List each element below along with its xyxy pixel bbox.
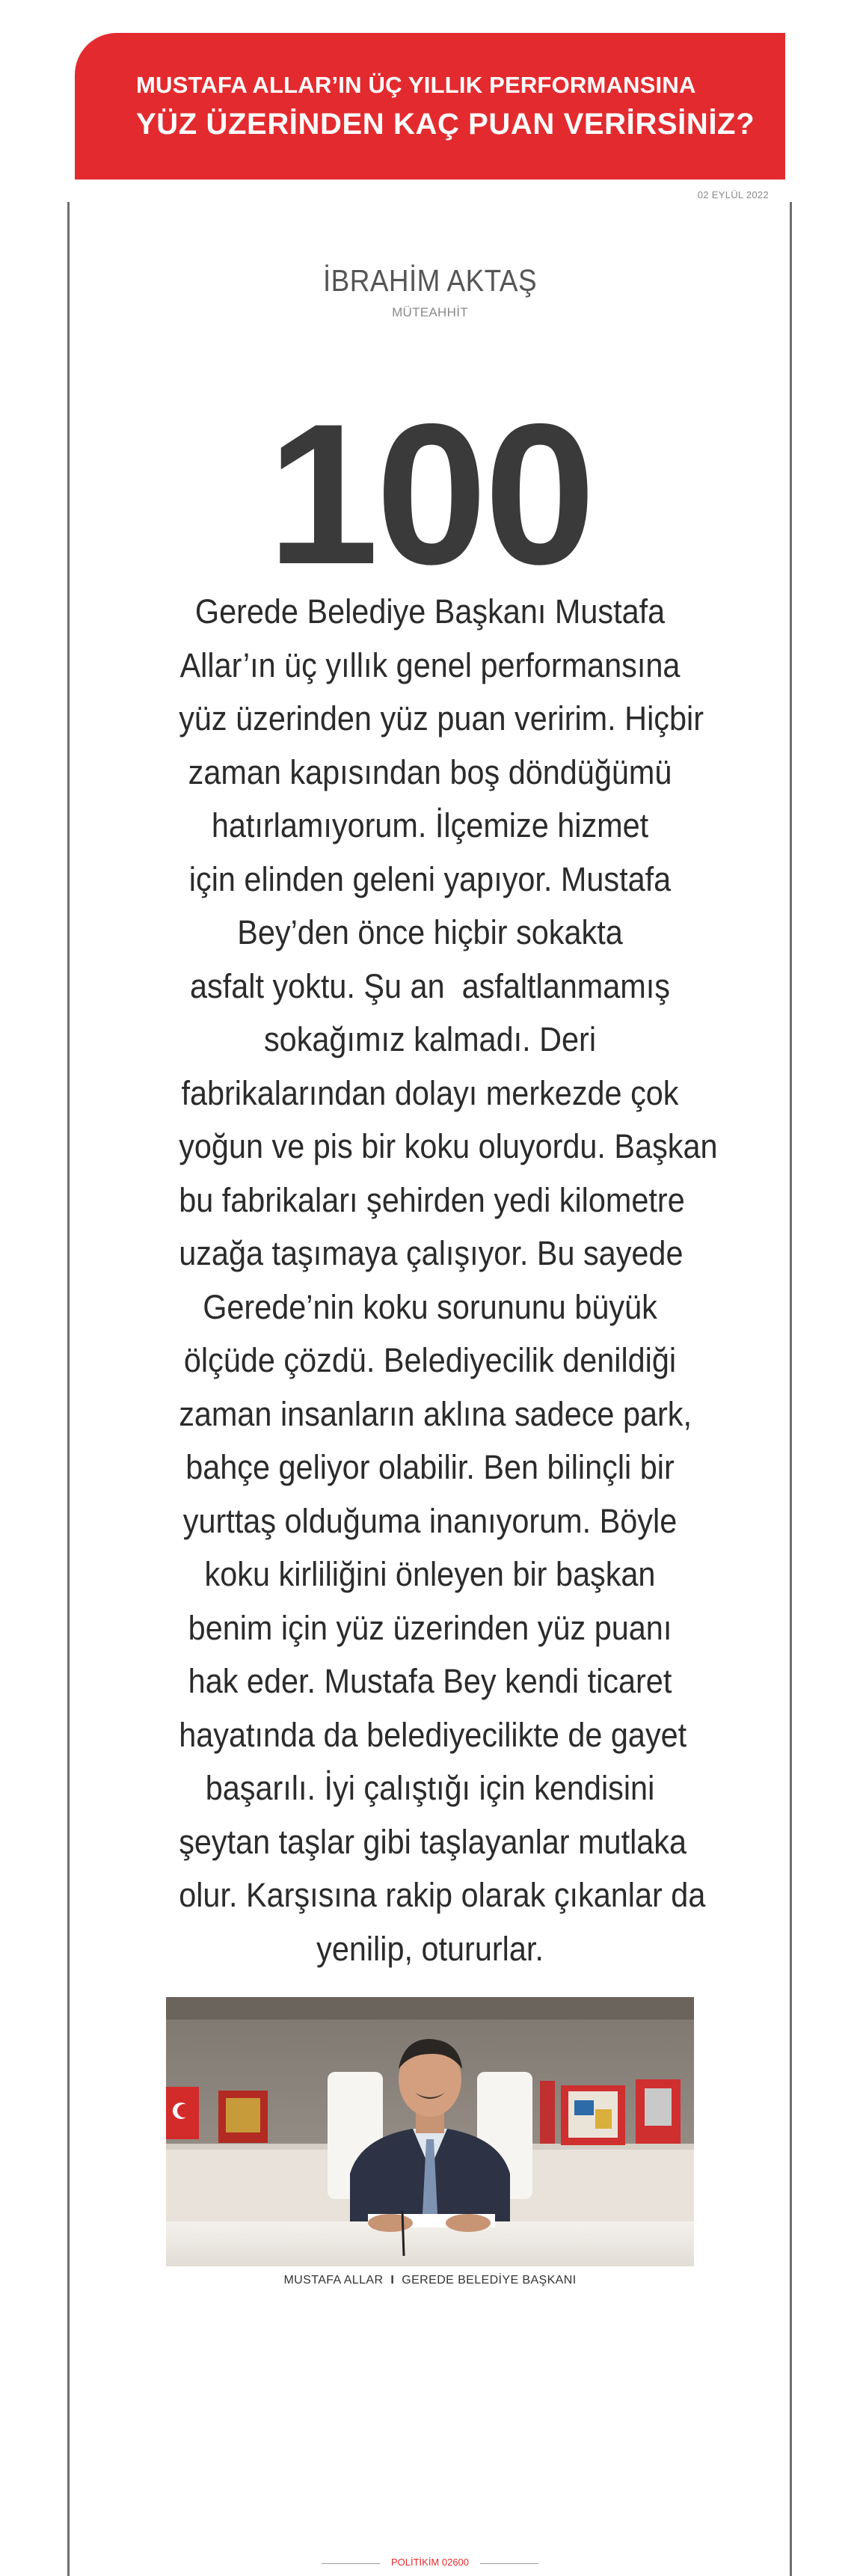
respondent-title: MÜTEAHHİT [392, 305, 468, 319]
portrait-photo [166, 1997, 694, 2266]
quote-line: koku kirliliğini önleyen bir başkan [204, 1555, 656, 1593]
quote-line: şeytan taşlar gibi taşlayanlar mutlaka [179, 1822, 687, 1861]
quote-line: uzağa taşımaya çalışıyor. Bu sayede [179, 1234, 684, 1272]
caption-name: MUSTAFA ALLAR [283, 2274, 384, 2287]
quote-line: Bey’den önce hiçbir sokakta [237, 913, 623, 951]
headline-line-1: MUSTAFA ALLAR’IN ÜÇ YILLIK PERFORMANSINA [136, 72, 696, 98]
quote-line: başarılı. İyi çalıştığı için kendisini [205, 1769, 655, 1807]
photo-caption [0, 2274, 860, 2287]
quote-line: zaman insanların aklına sadece park, [179, 1394, 692, 1433]
caption-role: GEREDE BELEDİYE BAŞKANI [402, 2274, 577, 2287]
footer-rule-right [480, 2563, 538, 2564]
quote-line: Gerede’nin koku sorununu büyük [203, 1287, 657, 1326]
quote-line: sokağımız kalmadı. Deri [263, 1020, 597, 1058]
headline-line-2: YÜZ ÜZERİNDEN KAÇ PUAN VERİRSİNİZ? [136, 108, 755, 141]
quote-line: Gerede Belediye Başkanı Mustafa [194, 592, 666, 631]
quote-line: yoğun ve pis bir koku oluyordu. Başkan [179, 1127, 718, 1165]
quote-line: ölçüde çözdü. Belediyecilik denildiği [183, 1341, 677, 1379]
quote-line: bahçe geliyor olabilir. Ben bilinçli bir [185, 1448, 675, 1486]
quote-line: bu fabrikaları şehirden yedi kilometre [179, 1180, 685, 1219]
page-footer: POLİTİKİM 02600 [390, 2557, 470, 2568]
caption-separator: I [390, 2274, 395, 2287]
quote-line: yüz üzerinden yüz puan veririm. Hiçbir [179, 699, 704, 737]
quote-line: yurttaş olduğuma inanıyorum. Böyle [182, 1501, 678, 1540]
score-value: 100 [267, 381, 593, 606]
publish-date: 02 EYLÜL 2022 [697, 189, 769, 200]
quote-line: zaman kapısından boş döndüğümü [188, 752, 672, 791]
quote-text [179, 585, 718, 1975]
quote-line: hak eder. Mustafa Bey kendi ticaret [188, 1662, 672, 1700]
quote-line: hatırlamıyorum. İlçemize hizmet [211, 806, 649, 844]
quote-line: benim için yüz üzerinden yüz puanı [188, 1608, 672, 1647]
quote-line: fabrikalarından dolayı merkezde çok [181, 1073, 679, 1112]
quote-line: Allar’ın üç yıllık genel performansına [179, 645, 681, 684]
quote-line: asfalt yoktu. Şu an asfaltlanmamış [189, 966, 671, 1005]
quote-line: hayatında da belediyecilikte de gayet [179, 1715, 687, 1754]
headline-banner [75, 33, 785, 180]
quote-line: için elinden geleni yapıyor. Mustafa [188, 859, 672, 898]
quote-line: olur. Karşısına rakip olarak çıkanlar da [179, 1876, 706, 1914]
respondent-name: İBRAHİM AKTAŞ [322, 263, 538, 298]
quote-line: yenilip, otururlar. [316, 1929, 544, 1968]
